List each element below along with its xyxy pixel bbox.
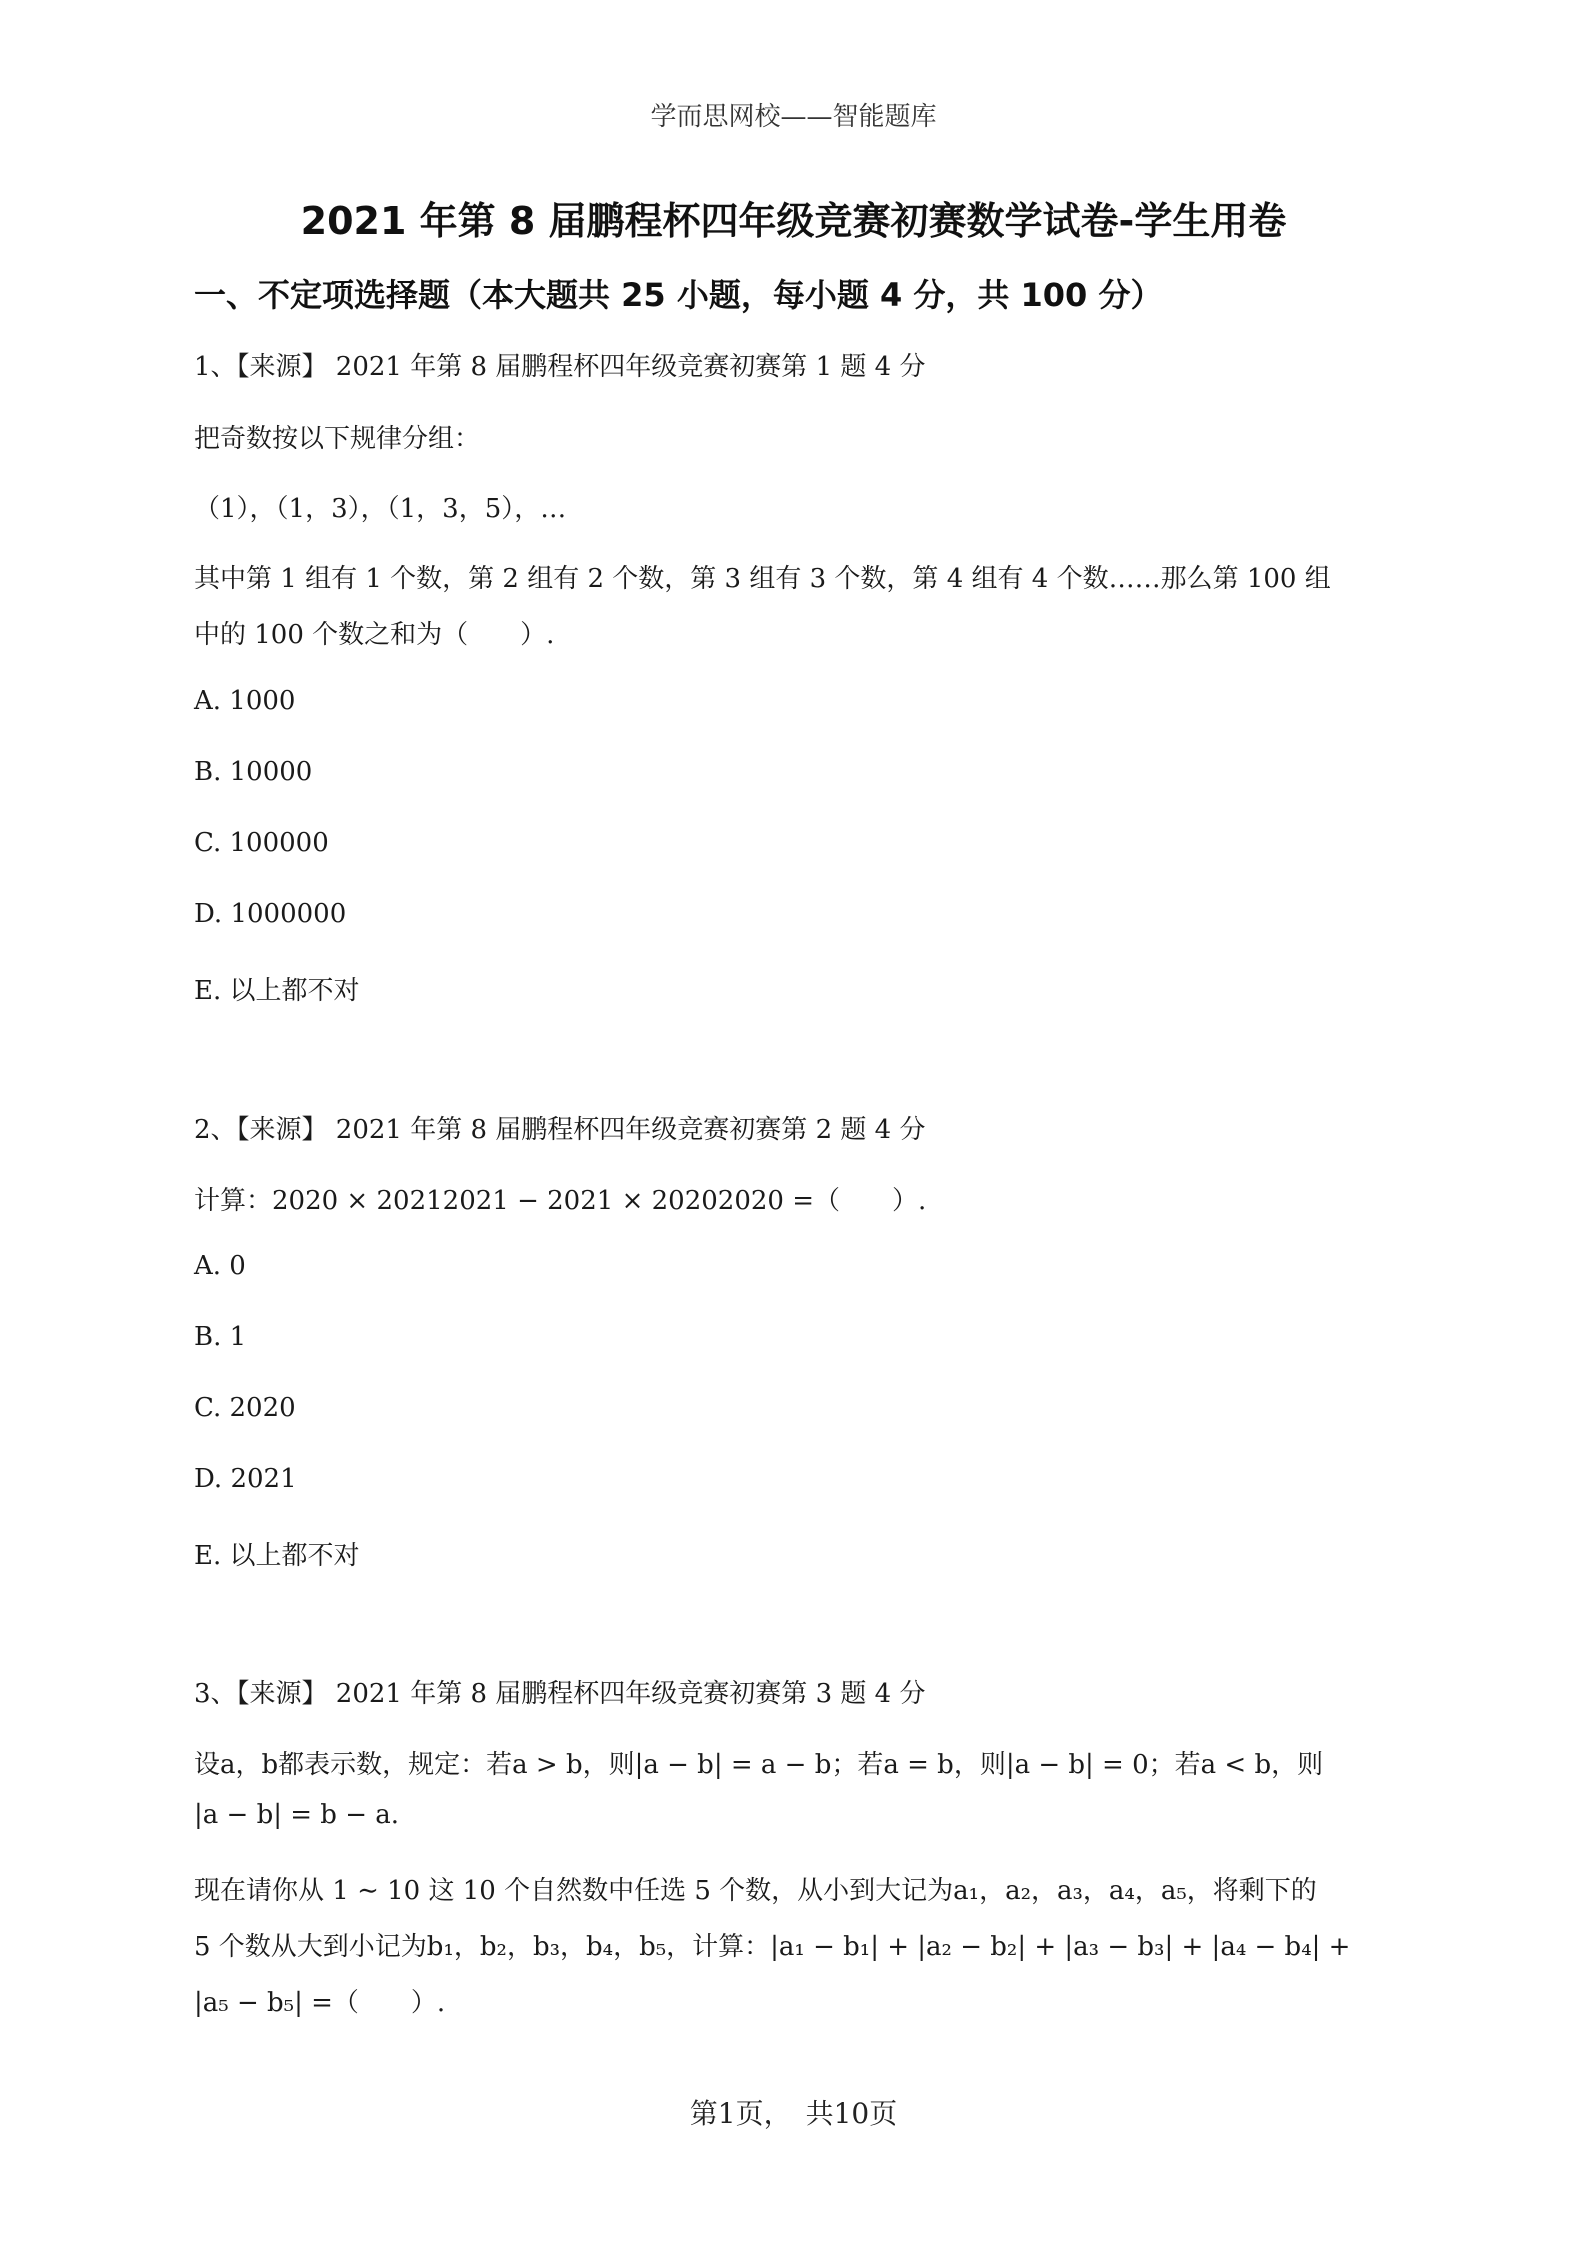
q3-stem-line-1: 设a，b都表示数，规定：若a > b，则|a − b| = a − b；若a = b，则|a − b| = 0；若a < b，则 [194, 1750, 1324, 1780]
q1-stem-line-2: （1），（1，3），（1，3，5），… [194, 494, 567, 524]
q1-option-b: B. 10000 [194, 757, 313, 787]
page-title: 2021 年第 8 届鹏程杯四年级竞赛初赛数学试卷-学生用卷 [300, 199, 1287, 243]
q2-source: 2、【来源】 2021 年第 8 届鹏程杯四年级竞赛初赛第 2 题 4 分 [194, 1115, 926, 1145]
q2-option-c: C. 2020 [194, 1393, 296, 1423]
q2-stem-line-1: 计算：2020 × 20212021 − 2021 × 20202020 =（ ）. [194, 1186, 927, 1216]
q3-stem-line-4: 5 个数从大到小记为b₁，b₂，b₃，b₄，b₅，计算：|a₁ − b₁| + |a₂ − b₂| + |a₃ − b₃| + |a₄ − b₄| + [194, 1932, 1351, 1962]
q3-source: 3、【来源】 2021 年第 8 届鹏程杯四年级竞赛初赛第 3 题 4 分 [194, 1679, 926, 1709]
q1-stem-line-4: 中的 100 个数之和为（ ）. [194, 620, 555, 650]
q2-option-b: B. 1 [194, 1322, 247, 1352]
q3-stem-line-5: |a₅ − b₅| =（ ）. [194, 1988, 446, 2018]
q2-option-a: A. 0 [194, 1251, 246, 1281]
page-header: 学而思网校——智能题库 [650, 102, 937, 132]
q1-option-d: D. 1000000 [194, 899, 347, 929]
q1-option-e: E. 以上都不对 [194, 976, 360, 1006]
q2-option-e: E. 以上都不对 [194, 1541, 360, 1571]
q1-stem-line-1: 把奇数按以下规律分组： [194, 424, 481, 454]
q1-stem-line-3: 其中第 1 组有 1 个数，第 2 组有 2 个数，第 3 组有 3 个数，第 4 组有 4 个数……那么第 100 组 [194, 564, 1331, 594]
q2-option-d: D. 2021 [194, 1464, 297, 1494]
q1-option-c: C. 100000 [194, 828, 329, 858]
page-footer: 第1页， 共10页 [689, 2097, 898, 2130]
q3-stem-line-2: |a − b| = b − a. [194, 1800, 400, 1830]
section-title: 一、不定项选择题（本大题共 25 小题，每小题 4 分，共 100 分） [194, 276, 1163, 314]
q1-option-a: A. 1000 [194, 686, 296, 716]
q3-stem-line-3: 现在请你从 1 ∼ 10 这 10 个自然数中任选 5 个数，从小到大记为a₁，a₂，a₃，a₄，a₅，将剩下的 [194, 1876, 1317, 1906]
q1-source: 1、【来源】 2021 年第 8 届鹏程杯四年级竞赛初赛第 1 题 4 分 [194, 352, 926, 382]
